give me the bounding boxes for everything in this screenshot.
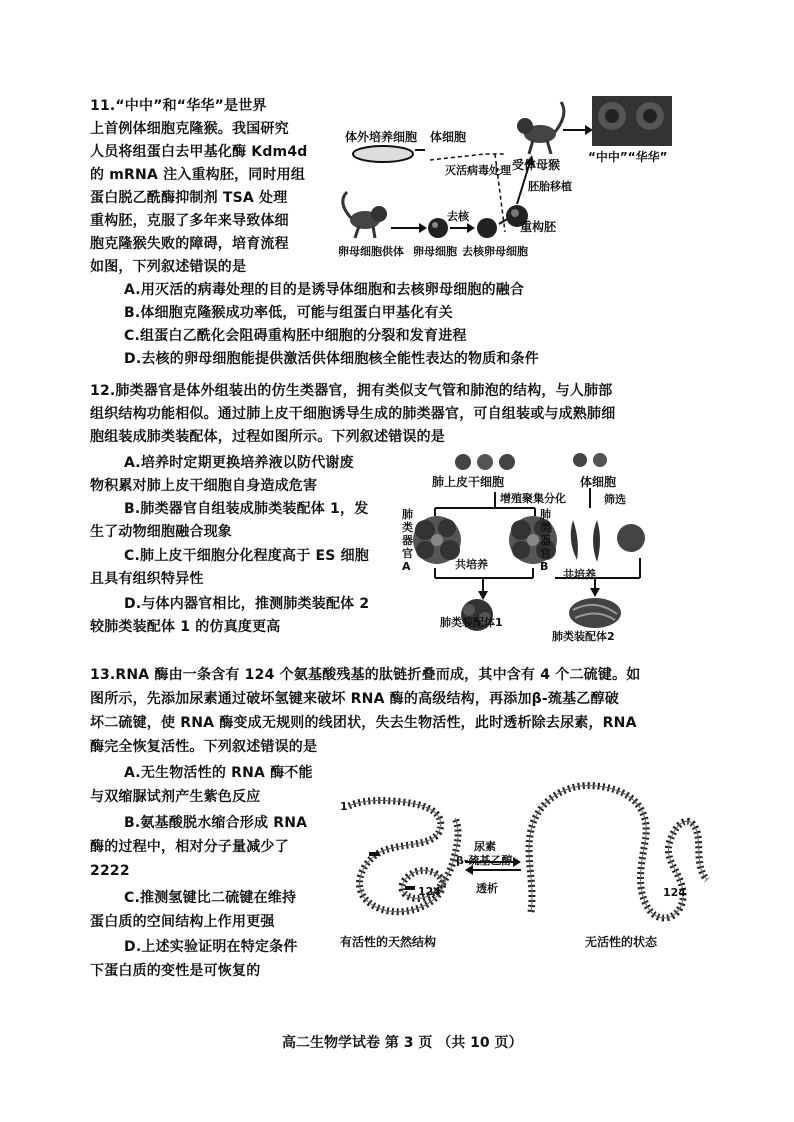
organoid-a-icon [413, 516, 461, 564]
label-n124-coil: 124 [663, 886, 686, 899]
disulfide-bond-icon [405, 886, 415, 890]
q12-option-d[interactable]: D.与体内器官相比，推测肺类装配体 2 [124, 596, 370, 612]
q11-line: 人员将组蛋白去甲基化酶 Kdm4d [90, 144, 308, 160]
q13-option-c[interactable]: C.推测氢键比二硫键在维持 [124, 890, 297, 906]
label-bme: β-巯基乙醇 [456, 854, 513, 867]
label-twins: “中中”“华华” [588, 150, 668, 164]
lung-cell-round-icon [617, 524, 645, 552]
somatic-cell-icon [573, 453, 587, 467]
stem-cell-icon [499, 454, 515, 470]
label-recipient: 受体母猴 [512, 158, 561, 172]
label-enucleated: 去核卵母细胞 [462, 245, 528, 258]
label-urea: 尿素 [474, 840, 496, 853]
q13-option-b-cont: 酶的过程中，相对分子量减少了 [90, 839, 289, 855]
label-dialysis: 透析 [476, 882, 498, 895]
q11-option-a[interactable]: A.用灭活的病毒处理的目的是诱导体细胞和去核卵母细胞的融合 [124, 282, 525, 298]
somatic-cell-icon [593, 453, 607, 467]
q13-option-d-cont: 下蛋白质的变性是可恢复的 [90, 963, 261, 979]
label-enucleate: 去核 [447, 210, 469, 223]
label-active-state: 有活性的天然结构 [340, 935, 437, 949]
q11-option-d[interactable]: D.去核的卵母细胞能提供激活供体细胞核全能性表达的物质和条件 [124, 351, 539, 367]
q13-option-a[interactable]: A.无生物活性的 RNA 酶不能 [124, 765, 313, 781]
q13-diagram-art [335, 762, 735, 942]
lung-cell-icon [593, 520, 600, 562]
q12-option-a[interactable]: A.培养时定期更换培养液以防代谢废 [124, 455, 354, 471]
label-somatic: 体细胞 [580, 475, 617, 489]
assembly-2-icon [569, 598, 621, 628]
label-coculture-a: 共培养 [455, 558, 488, 571]
q13-option-b-cont: 2222 [90, 863, 130, 879]
label-organoid-a: 肺类器官A [402, 508, 413, 573]
label-screen: 筛选 [604, 493, 626, 506]
label-oocyte: 卵母细胞 [413, 245, 457, 258]
label-culture-cells: 体外培养细胞 [345, 130, 418, 144]
native-chain-icon [349, 801, 458, 912]
q12-option-b-cont: 生了动物细胞融合现象 [90, 524, 232, 540]
disulfide-bond-icon [369, 852, 379, 856]
q11-line: 胞克隆猴失败的障碍，培育流程 [90, 236, 289, 252]
enucleated-oocyte-icon [477, 218, 497, 238]
q13-option-a-cont: 与双缩脲试剂产生紫色反应 [90, 789, 261, 805]
label-organoid-b: 肺类器官B [540, 508, 551, 573]
q13-line: 酶完全恢复活性。下列叙述错误的是 [90, 739, 318, 755]
q13-line: 13.RNA 酶由一条含有 124 个氨基酸残基的肽链折叠而成，其中含有 4 个二硫键。如 [90, 667, 641, 683]
label-assembly-1: 肺类装配体1 [440, 616, 503, 629]
label-proliferate: 增殖聚集分化 [500, 492, 566, 505]
label-somatic-cell: 体细胞 [430, 130, 467, 144]
label-inactive-state: 无活性的状态 [585, 935, 658, 949]
q12-option-b[interactable]: B.肺类器官自组装成肺类装配体 1，发 [124, 501, 369, 517]
label-n1: 1 [340, 800, 348, 813]
q13-option-d[interactable]: D.上述实验证明在特定条件 [124, 939, 298, 955]
q13-line: 坏二硫键，使 RNA 酶变成无规则的线团状，失去生物活性，此时透析除去尿素，RNA [90, 715, 637, 731]
q12-option-c-cont: 且具有组织特异性 [90, 571, 204, 587]
q11-line: 重构胚，克服了多年来导致体细 [90, 213, 289, 229]
q11-line: 如图，下列叙述错误的是 [90, 259, 247, 275]
q12-option-c[interactable]: C.肺上皮干细胞分化程度高于 ES 细胞 [124, 548, 369, 564]
culture-dish-icon [353, 146, 413, 162]
q12-line: 12.肺类器官是体外组装出的仿生类器官，拥有类似支气管和肺泡的结构，与人肺部 [90, 383, 613, 399]
page-footer: 高二生物学试卷 第 3 页 （共 10 页） [282, 1035, 523, 1051]
stem-cell-icon [477, 454, 493, 470]
q12-line: 组织结构功能相似。通过肺上皮干细胞诱导生成的肺类器官，可自组装或与成熟肺细 [90, 406, 616, 422]
label-donor: 卵母细胞供体 [338, 245, 404, 258]
label-assembly-2: 肺类装配体2 [552, 630, 615, 643]
label-embryo-transfer: 胚胎移植 [528, 180, 572, 193]
q11-line: 的 mRNA 注入重构胚，同时用组 [90, 167, 306, 183]
label-n124-native: 124 [418, 885, 441, 898]
recipient-monkey-icon [517, 102, 564, 154]
q12-line: 胞组装成肺类装配体，过程如图所示。下列叙述错误的是 [90, 429, 445, 445]
q11-line: 蛋白脱乙酰酶抑制剂 TSA 处理 [90, 190, 288, 206]
q11-option-b[interactable]: B.体细胞克隆猴成功率低，可能与组蛋白甲基化有关 [124, 305, 453, 321]
donor-monkey-icon [343, 192, 387, 238]
oocyte-icon [428, 218, 448, 238]
label-reconstructed: 重构胚 [520, 220, 557, 234]
q13-line: 图所示，先添加尿素通过破坏氢键来破坏 RNA 酶的高级结构，再添加β-巯基乙醇破 [90, 691, 619, 707]
stem-cell-icon [455, 454, 471, 470]
q11-option-c[interactable]: C.组蛋白乙酰化会阻碍重构胚中细胞的分裂和发育进程 [124, 328, 467, 344]
label-virus: 灭活病毒处理 [445, 164, 511, 177]
lung-cell-icon [571, 520, 578, 560]
q11-line: 11.“中中”和“华华”是世界 [90, 98, 267, 114]
label-coculture-b: 共培养 [563, 568, 596, 581]
q13-option-c-cont: 蛋白质的空间结构上作用更强 [90, 914, 275, 930]
q11-line: 上首例体细胞克隆猴。我国研究 [90, 121, 289, 137]
q12-option-a-cont: 物积累对肺上皮干细胞自身造成危害 [90, 478, 318, 494]
q13-option-b[interactable]: B.氨基酸脱水缩合形成 RNA [124, 815, 308, 831]
label-stem-cells: 肺上皮干细胞 [432, 475, 505, 489]
q12-option-d-cont: 较肺类装配体 1 的仿真度更高 [90, 619, 281, 635]
